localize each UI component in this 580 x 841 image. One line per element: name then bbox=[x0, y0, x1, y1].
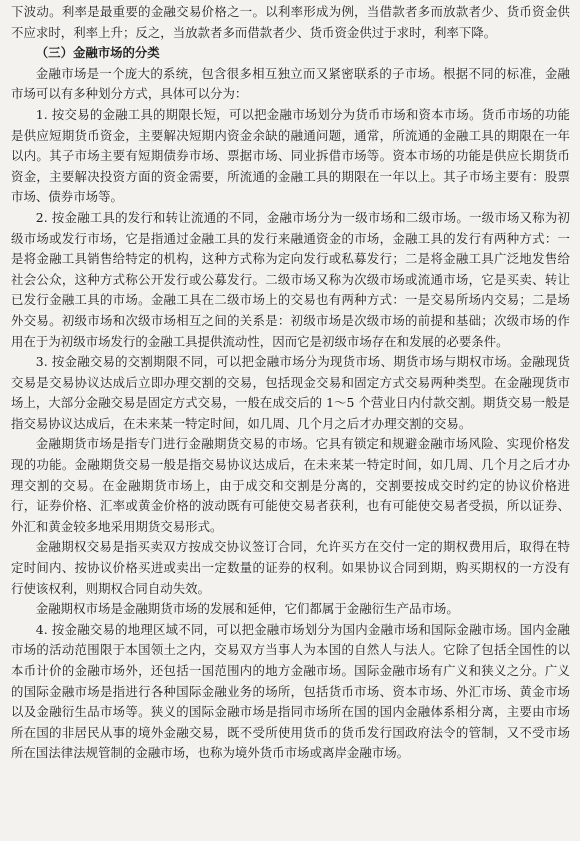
paragraph-futures-market: 金融期货市场是指专门进行金融期货交易的市场。它具有锁定和规避金融市场风险、实现价格发现的功能。金融期货交易一般是指交易协议达成后，在未来某一特定时间，如几周、几个月之后才办理交割的交易。在金融期货市场上，由于成交和交割是分离的，交割要按成交时约定的协议价格进行，证券价格、汇率或黄金价格的波动既有可能使交易者获利，也有可能使交易者受损，所以证券、外汇和黄金较多地采用期货交易形式。 bbox=[11, 436, 570, 534]
paragraph-overview: 金融市场是一个庞大的系统，包含很多相互独立而又紧密联系的子市场。根据不同的标准，金融市场可以有多种划分方式，具体可以分为： bbox=[11, 65, 570, 102]
section-heading: （三）金融市场的分类 bbox=[35, 45, 160, 61]
paragraph-term-classification: 1. 按交易的金融工具的期限长短，可以把金融市场划分为货币市场和资本市场。货币市场的功能是供应短期货币资金，主要解决短期内资金余缺的融通问题，通常，所流通的金融工具的期限在一年以内。其子市场主要有短期债券市场、票据市场、同业拆借市场等。资本市场的功能是供应长期货币资金，主要解决投资方面的资金需要，所流通的金融工具的期限在一年以上。其子市场主要有：股票市场、债券市场等。 bbox=[11, 106, 570, 205]
paragraph-options-trading: 金融期权交易是指买卖双方按成交协议签订合同，允许买方在交付一定的期权费用后，取得在特定时间内、按协议价格买进或卖出一定数量的证券的权利。如果协议合同到期，购买期权的一方没有行使该权利，则期权合同自动失效。 bbox=[11, 539, 570, 596]
paragraph-delivery-period: 3. 按金融交易的交割期限不同，可以把金融市场分为现货市场、期货市场与期权市场。金融现货交易是交易协议达成后立即办理交割的交易，包括现金交易和固定方式交易两种类型。在金融现货市场上，大部分金融交易是固定方式交易，一般在成交后的 1～5 个营业日内付款交割。期货交易一般是指交易协议达成后，在未来某一特定时间，如几周、几个月之后才办理交割的交易。 bbox=[11, 354, 570, 431]
paragraph-primary-secondary: 2. 按金融工具的发行和转让流通的不同，金融市场分为一级市场和二级市场。一级市场又称为初级市场或发行市场，它是指通过金融工具的发行来融通资金的市场，金融工具的发行有两种方式：一是将金融工具销售给特定的机构，这种方式称为定向发行或私募发行；二是将金融工具广泛地发售给社会公众，这种方式称公开发行或公募发行。二级市场又称为次级市场或流通市场，它是买卖、转让已发行金融工具的市场。金融工具在二级市场上的交易也有两种方式：一是交易所场内交易；二是场外交易。初级市场和次级市场相互之间的关系是：初级市场是次级市场的前提和基础；次级市场的作用在于为初级市场发行的金融工具提供流动性，因而它是初级市场存在和发展的必要条件。 bbox=[11, 209, 570, 349]
paragraph-geographic: 4. 按金融交易的地理区域不同，可以把金融市场划分为国内金融市场和国际金融市场。国内金融市场的活动范围限于本国领土之内，交易双方当事人为本国的自然人与法人。它除了包括全国性的以本币计价的金融市场外，还包括一国范围内的地方金融市场。国际金融市场有广义和狭义之分。广义的国际金融市场是指进行各种国际金融业务的场所，包括货币市场、资本市场、外汇市场、黄金市场以及金融衍生品市场等。狭义的国际金融市场是指同市场所在国的国内金融体系相分离，主要由市场所在国的非居民从事的境外金融交易，既不受所使用货币的货币发行国政府法令的管制，又不受市场所在国法律法规管制的金融市场，也称为境外货币市场或离岸金融市场。 bbox=[11, 621, 570, 761]
paragraph-options-market: 金融期权市场是金融期货市场的发展和延伸，它们都属于金融衍生产品市场。 bbox=[35, 601, 459, 617]
paragraph-intro: 下波动。利率是最重要的金融交易价格之一。以利率形成为例，当借款者多而放款者少、货币资金供不应求时，利率上升；反之，当放款者多而借款者少、货币资金供过于求时，利率下降。 bbox=[11, 4, 570, 40]
